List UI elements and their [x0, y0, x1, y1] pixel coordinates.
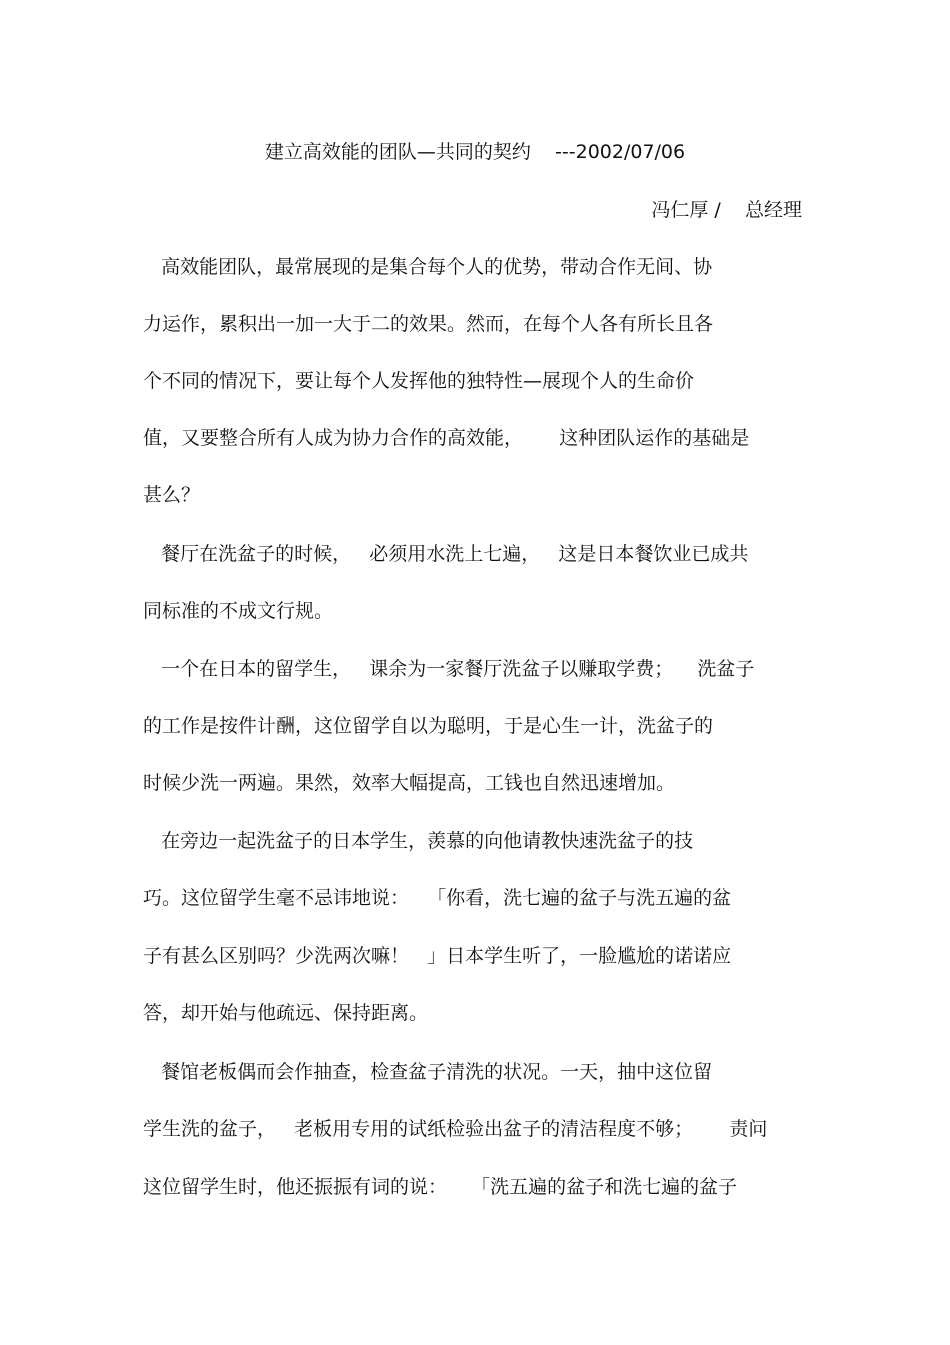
body-line: 在旁边一起洗盆子的日本学生，羡慕的向他请教快速洗盆子的技 [143, 830, 694, 852]
author-line: 冯仁厚 / 总经理 [651, 199, 802, 221]
body-line: 值，又要整合所有人成为协力合作的高效能， 这种团队运作的基础是 [143, 427, 750, 449]
body-line: 这位留学生时，他还振振有词的说： 「洗五遍的盆子和洗七遍的盆子 [143, 1176, 738, 1198]
body-line: 学生洗的盆子， 老板用专用的试纸检验出盆子的清洁程度不够； 责问 [143, 1118, 768, 1140]
body-line: 巧。这位留学生毫不忌讳地说： 「你看，洗七遍的盆子与洗五遍的盆 [143, 887, 732, 909]
body-line: 个不同的情况下，要让每个人发挥他的独特性—展现个人的生命价 [143, 370, 695, 392]
body-line: 力运作，累积出一加一大于二的效果。然而，在每个人各有所长且各 [143, 313, 714, 335]
body-line: 餐馆老板偶而会作抽查，检查盆子清洗的状况。一天，抽中这位留 [143, 1061, 713, 1083]
body-line: 时候少洗一两遍。果然，效率大幅提高，工钱也自然迅速增加。 [143, 772, 676, 794]
body-line: 一个在日本的留学生， 课余为一家餐厅洗盆子以赚取学费； 洗盆子 [143, 658, 755, 680]
body-line: 子有甚么区别吗？少洗两次嘛！ 」日本学生听了，一脸尴尬的诺诺应 [143, 945, 732, 967]
body-line: 同标准的不成文行规。 [143, 600, 334, 622]
body-line: 答，却开始与他疏远、保持距离。 [143, 1002, 429, 1024]
body-line: 餐厅在洗盆子的时候， 必须用水洗上七遍， 这是日本餐饮业已成共 [143, 543, 749, 565]
document-title: 建立高效能的团队—共同的契约 ---2002/07/06 [264, 141, 686, 163]
body-line: 甚么？ [143, 484, 201, 506]
body-line: 的工作是按件计酬，这位留学自以为聪明，于是心生一计，洗盆子的 [143, 715, 714, 737]
body-line: 高效能团队，最常展现的是集合每个人的优势，带动合作无间、协 [143, 256, 713, 278]
